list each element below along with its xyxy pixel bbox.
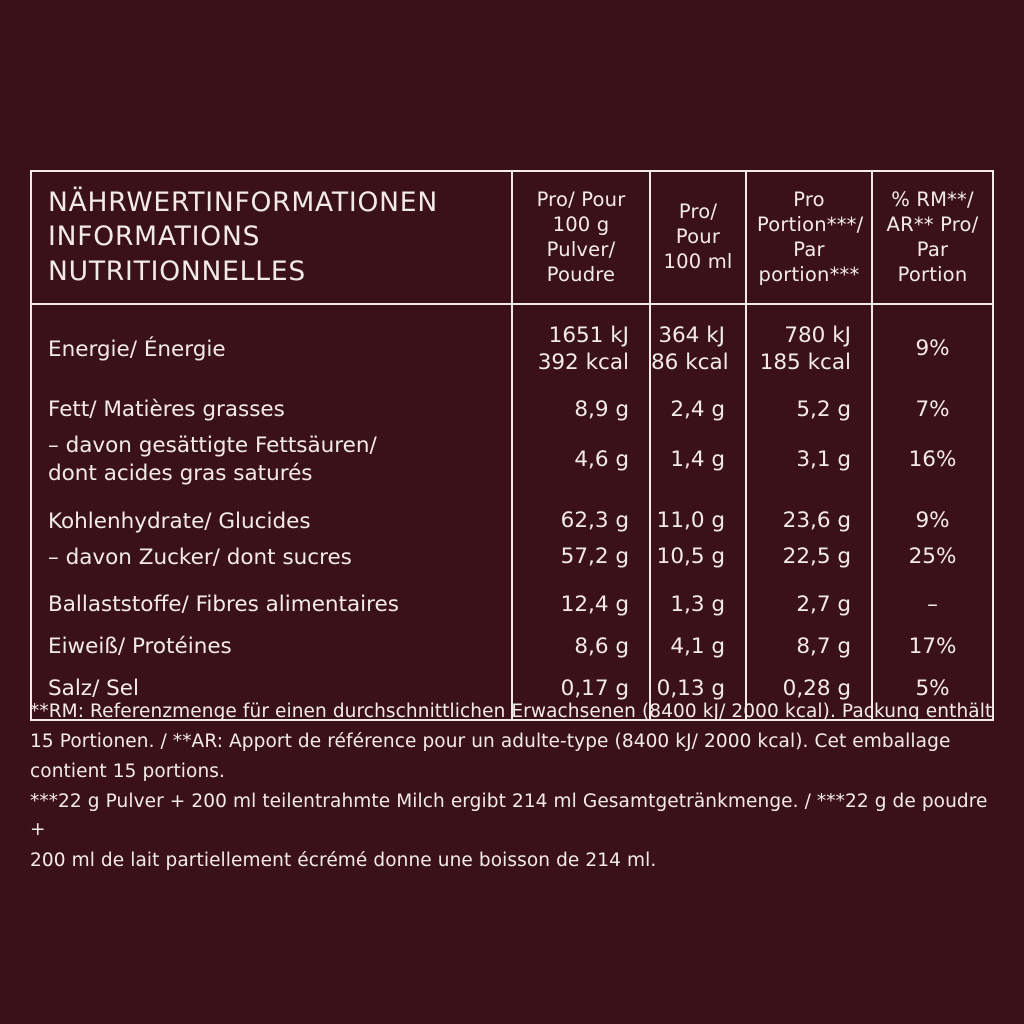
cell-fibre-per-100g: 12,4 g [512,587,650,623]
cell-energy-reference-intake: 9% [872,304,992,379]
row-label-sugars: – davon Zucker/ dont sucres [48,544,352,570]
row-label-fat: Fett/ Matières grasses [48,396,285,422]
table-row [32,629,992,665]
cell-saturated-fat-per-100g: 4,6 g [512,428,650,492]
row-label-protein: Eiweiß/ Protéines [48,634,232,660]
cell-sugars-reference-intake: 25% [872,540,992,576]
column-header-reference-intake: % RM**/ AR** Pro/ Par Portion [872,172,992,304]
row-label-carbohydrate: Kohlenhydrate/ Glucides [48,508,311,534]
cell-salt-reference-intake: 5% [872,671,992,707]
cell-energy-per-portion: 780 kJ 185 kcal [746,304,872,379]
footnote-reference-intake-line3: contient 15 portions. [30,761,225,783]
cell-carbohydrate-reference-intake: 9% [872,504,992,540]
table-row [32,392,992,428]
cell-fat-reference-intake: 7% [872,392,992,428]
footnote-reference-intake-line1: **RM: Referenzmenge für einen durchschnittlichen Erwachsenen (8400 kJ/ 2000 kcal). Packung enthält [30,701,993,722]
cell-fibre-per-portion: 2,7 g [746,587,872,623]
cell-saturated-fat-reference-intake: 16% [872,428,992,492]
footnotes [30,698,998,877]
table-row [32,504,992,540]
row-label-saturated-fat: – davon gesättigte Fettsäuren/ dont acides gras saturés [48,432,377,486]
cell-fibre-per-100ml: 1,3 g [650,587,746,623]
row-spacer [32,575,992,587]
cell-protein-reference-intake: 17% [872,629,992,665]
table-title-de: NÄHRWERTINFORMATIONEN [48,187,438,218]
cell-energy-per-100g: 1651 kJ 392 kcal [512,304,650,379]
table-body [32,304,992,719]
table-row [32,304,992,379]
cell-saturated-fat-per-100ml: 1,4 g [650,428,746,492]
cell-energy-per-100ml: 364 kJ 86 kcal [650,304,746,379]
table-header [32,172,992,304]
row-spacer [32,492,992,504]
nutrition-values-table [32,172,992,719]
row-spacer [32,380,992,392]
cell-fat-per-portion: 5,2 g [746,392,872,428]
cell-carbohydrate-per-portion: 23,6 g [746,504,872,540]
cell-salt-per-portion: 0,28 g [746,671,872,707]
footnote-reference-intake-line2: 15 Portionen. / **AR: Apport de référence pour un adulte-type (8400 kJ/ 2000 kcal). Cet emballage [30,731,951,753]
cell-sugars-per-portion: 22,5 g [746,540,872,576]
cell-fat-per-100g: 8,9 g [512,392,650,428]
row-label-fibre: Ballaststoffe/ Fibres alimentaires [48,592,399,618]
table-header-row [32,172,992,304]
row-label-energy: Energie/ Énergie [48,336,226,362]
table-row [32,428,992,492]
cell-fat-per-100ml: 2,4 g [650,392,746,428]
table-title [32,172,512,304]
cell-fibre-reference-intake: – [872,587,992,623]
cell-protein-per-100ml: 4,1 g [650,629,746,665]
row-label-salt: Salz/ Sel [48,676,140,702]
column-header-per-100ml: Pro/ Pour 100 ml [650,172,746,304]
nutrition-table [30,170,994,721]
table-row [32,587,992,623]
table-row [32,540,992,576]
footnote-preparation-line1: ***22 g Pulver + 200 ml teilentrahmte Milch ergibt 214 ml Gesamtgetränkmenge. / ***22 g de poudre + [30,791,988,841]
table-title-fr: INFORMATIONS NUTRITIONNELLES [48,221,306,287]
cell-carbohydrate-per-100ml: 11,0 g [650,504,746,540]
cell-salt-per-100ml: 0,13 g [650,671,746,707]
cell-saturated-fat-per-portion: 3,1 g [746,428,872,492]
column-header-per-portion: Pro Portion***/ Par portion*** [746,172,872,304]
cell-protein-per-100g: 8,6 g [512,629,650,665]
cell-carbohydrate-per-100g: 62,3 g [512,504,650,540]
cell-sugars-per-100ml: 10,5 g [650,540,746,576]
footnote-preparation-line2: 200 ml de lait partiellement écrémé donne une boisson de 214 ml. [30,849,657,871]
cell-protein-per-portion: 8,7 g [746,629,872,665]
cell-sugars-per-100g: 57,2 g [512,540,650,576]
column-header-per-100g: Pro/ Pour 100 g Pulver/ Poudre [512,172,650,304]
cell-salt-per-100g: 0,17 g [512,671,650,707]
